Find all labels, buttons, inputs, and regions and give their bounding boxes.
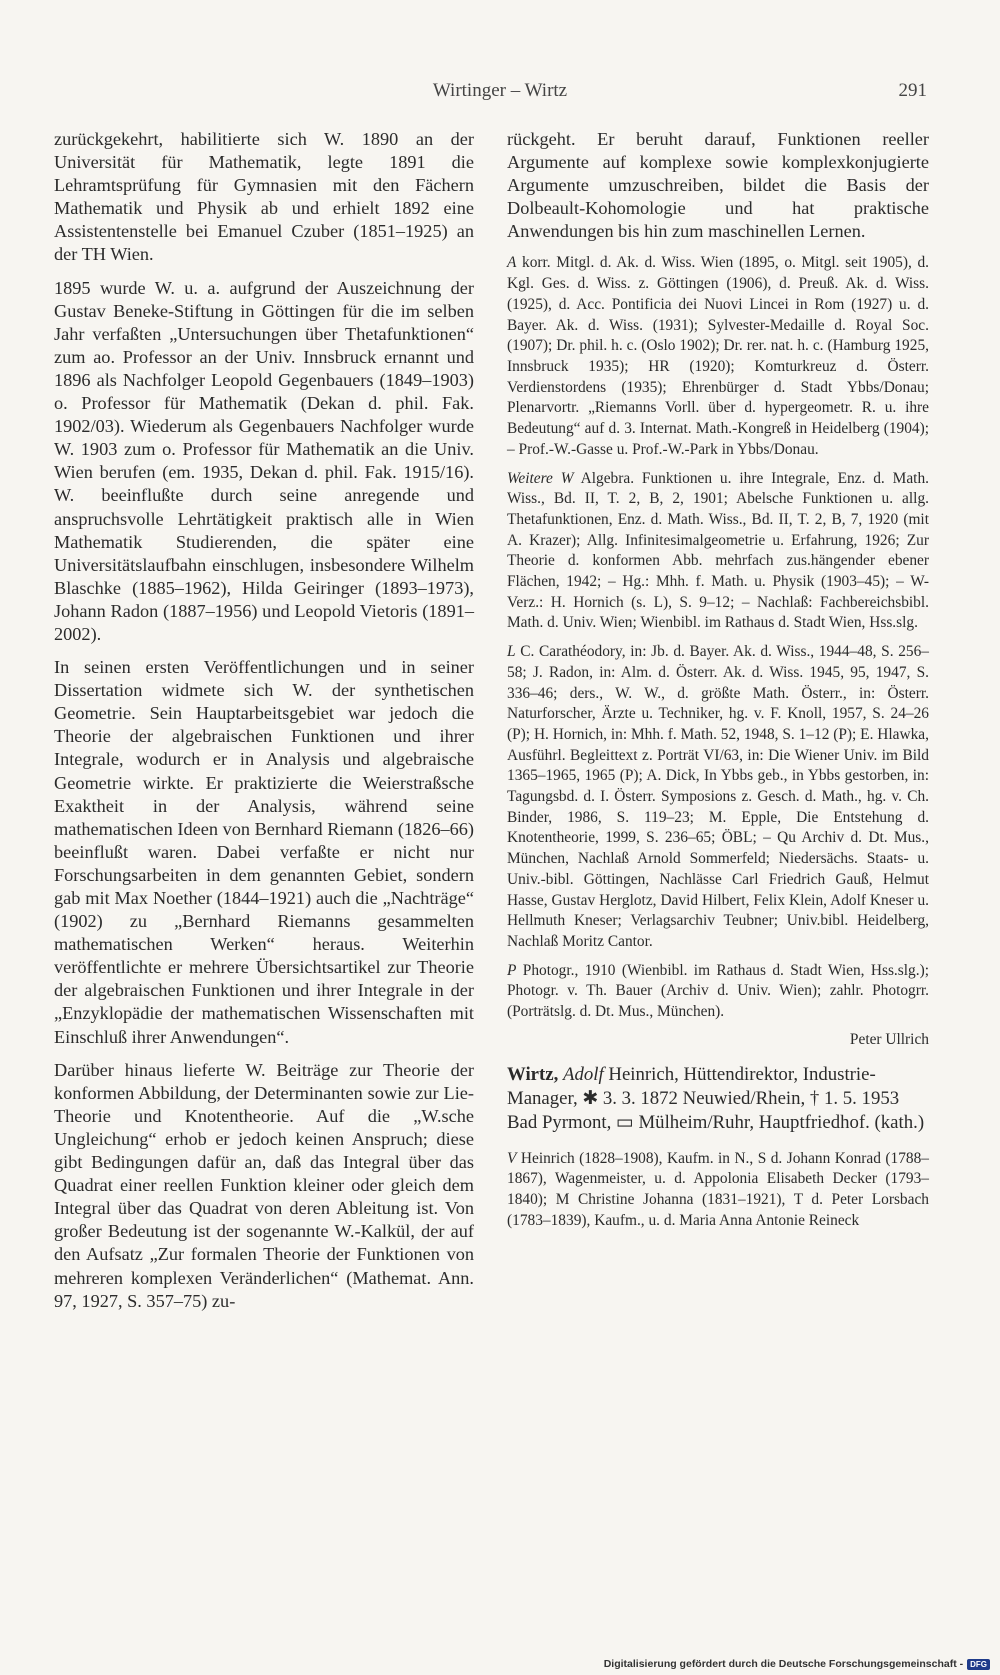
entry-text: Heinrich, Hüttendirektor, Industrie-Manager, ✱ 3. 3. 1872 Neuwied/Rhein, † 1. 5. 1953 Bad Pyrmont, ▭ Mülheim/Ruhr, Hauptfriedhof. (kath.)	[507, 1063, 925, 1133]
section-text: C. Carathéodory, in: Jb. d. Bayer. Ak. d. Wiss., 1944–48, S. 256–58; J. Radon, in: Alm. d. Österr. Ak. d. Wiss. 1945, 95, 1947, S. 336–46; ders., W. W., d. größte Math. Österr., in: Österr. Naturforscher, Ärzte u. Techniker, hg. v. F. Knoll, 1957, S. 24–26 (P); H. Hornich, in: Mhh. f. Math. 52, 1948, S. 1–12 (P); E. Hlawka, Ausführl. Begleittext z. Porträt VI/63, in: Die Wiener Univ. im Bild 1365–1965, 1965 (P); A. Dick, In Ybbs geb., in Ybbs gestorben, in: Tagungsbd. d. I. Österr. Symposions z. Gesch. d. Math., hg. v. Ch. Binder, 1986, S. 119–23; M. Epple, Die Entstehung d. Knotentheorie, 1999, S. 236–65; ÖBL; – Qu Archiv d. Dt. Mus., München, Nachlaß Arnold Sommerfeld; Niedersächs. Staats- u. Univ.-bibl. Göttingen, Nachlässe Carl Friedrich Gauß, Helmut Hasse, Gustav Herglotz, David Hilbert, Felix Klein, Adolf Kneser u. Hellmuth Kneser; Verlagsarchiv Teubner; Univ.bibl. Heidelberg, Nachlaß Moritz Cantor.	[507, 643, 929, 950]
paragraph: zurückgekehrt, habilitierte sich W. 1890 an der Universität für Mathematik, legte 1891 die Lehramtsprüfung für Gymnasien mit den Fächern Mathematik und Physik ab und erhielt 1892 eine Assistentenstelle bei Emanuel Czuber (1851–1925) an der TH Wien.	[54, 129, 474, 265]
literature-section	[507, 642, 929, 953]
section-label: Weitere W	[507, 469, 574, 487]
paragraph: Darüber hinaus lieferte W. Beiträge zur Theorie der konformen Abbildung, der Determinanten sowie zur Lie-Theorie und Knotentheorie. Auf die „W.sche Ungleichung“ erhob er jedoch keinen Anspruch; diese gibt Bedingungen dafür an, daß das Integral über das Quadrat einer reellen Funktion kleiner oder gleich dem Integral über das Quadrat von deren Ableitung ist. Von großer Bedeutung ist der sogenannte W.-Kalkül, der auf den Aufsatz „Zur formalen Theorie der Funktionen von mehreren komplexen Veränderlichen“ (Mathemat. Ann. 97, 1927, S. 357–75) zu-	[54, 1059, 474, 1311]
family-section	[507, 1149, 929, 1232]
entry-heading	[507, 1063, 929, 1135]
author-signature: Peter Ullrich	[849, 1030, 929, 1048]
running-title: Wirtinger – Wirtz	[432, 80, 568, 101]
section-text: Photogr., 1910 (Wienbibl. im Rathaus d. Stadt Wien, Hss.slg.); Photogr. v. Th. Bauer (Archiv d. Univ. Wien); zahlr. Photogrr. (Porträtslg. d. Dt. Mus., München).	[507, 961, 929, 1021]
entry-name: Wirtz,	[507, 1063, 559, 1085]
section-text: Algebra. Funktionen u. ihre Integrale, Enz. d. Math. Wiss., Bd. II, T. 2, B, 2, 1901; Abelsche Funktionen u. allg. Thetafunktionen, Enz. d. Math. Wiss., Bd. II, T. 2, B, 7, 1920 (mit A. Krazer); Allg. Infinitesimalgeometrie u. Erfahrung, 1926; Zur Theorie d. konformen Abb. mehrfach zus.hängender ebener Flächen, 1942; – Hg.: Mhh. f. Math. u. Physik (1903–45); – W-Verz.: H. Hornich (s. L), S. 9–12; – Nachlaß: Fachbereichsbibl. Math. d. Univ. Wien; Wienbibl. im Rathaus d. Stadt Wien, Hss.slg.	[507, 469, 930, 632]
paragraph: 1895 wurde W. u. a. aufgrund der Auszeichnung der Gustav Beneke-Stiftung in Göttingen für die im selben Jahr verfaßten „Untersuchungen über Thetafunktionen“ zum ao. Professor an der Univ. Innsbruck ernannt und 1896 als Nachfolger Leopold Gegenbauers (1849–1903) o. Professor für Mathematik (Dekan d. phil. Fak. 1902/03). Wiederum als Gegenbauers Nachfolger wurde W. 1903 zum o. Professor für Mathematik an die Univ. Wien berufen (em. 1935, Dekan d. phil. Fak. 1915/16). W. beeinflußte durch seine anregende und anspruchsvolle Lehrtätigkeit praktisch alle in Wien Mathematik Studierenden, die später eine Universitätslaufbahn einschlugen, insbesondere Wilhelm Blaschke (1885–1962), Hilda Geiringer (1893–1973), Johann Radon (1887–1956) und Leopold Vietoris (1891–2002).	[54, 277, 474, 644]
portraits-section	[507, 961, 929, 1023]
right-column	[507, 128, 929, 1240]
section-label: L	[507, 643, 516, 661]
section-label: V	[507, 1149, 517, 1167]
footer-text: Digitalisierung gefördert durch die Deutsche Forschungsgemeinschaft -	[603, 1658, 964, 1670]
running-header	[0, 80, 1000, 110]
digitization-footer	[604, 1658, 990, 1670]
dfg-logo: DFG	[967, 1659, 990, 1670]
awards-section	[507, 253, 929, 460]
entry-given-name: Adolf	[563, 1063, 604, 1085]
section-label: A	[507, 254, 517, 272]
page-number: 291	[898, 80, 927, 101]
section-text: Heinrich (1828–1908), Kaufm. in N., S d. Johann Konrad (1788–1867), Wagenmeister, u. d. Appolonia Elisabeth Decker (1793–1840); M Christine Johanna (1831–1921), T d. Peter Lorsbach (1783–1839), Kaufm., u. d. Maria Anna Antonie Reineck	[507, 1149, 929, 1229]
paragraph: In seinen ersten Veröffentlichungen und in seiner Dissertation widmete sich W. der synthetischen Geometrie. Sein Hauptarbeitsgebiet war jedoch die Theorie der algebraischen Funktionen und ihrer Integrale, wodurch er in Analysis und algebraische Geometrie wirkte. Er praktizierte die Weierstraßsche Exaktheit in der Analysis, während seine mathematischen Ideen von Bernhard Riemann (1826–66) beeinflußt waren. Dabei verfaßte er nicht nur Forschungsarbeiten in dem genannten Gebiet, sondern gab mit Max Noether (1844–1921) auch die „Nachträge“ (1902) zu „Bernhard Riemanns gesammelten mathematischen Werken“ heraus. Weiterhin veröffentlichte er mehrere Übersichtsartikel zur Theorie der algebraischen Funktionen und ihrer Integrale in der „Enzyklopädie der mathematischen Wissenschaften mit Einschluß ihrer Anwendungen“.	[54, 657, 474, 1047]
works-section	[507, 469, 929, 635]
section-text: korr. Mitgl. d. Ak. d. Wiss. Wien (1895, o. Mitgl. seit 1905), d. Kgl. Ges. d. Wiss. z. Göttingen (1906), d. Preuß. Ak. d. Wiss. (1925), d. Acc. Pontificia dei Nuovi Lincei in Rom (1927) u. d. Bayer. Ak. d. Wiss. (1931); Sylvester-Medaille d. Royal Soc. (1907); Dr. phil. h. c. (Oslo 1902); Dr. rer. nat. h. c. (Hamburg 1925, Innsbruck 1935); HR (1920); Komturkreuz d. Österr. Verdienstordens (1935); Ehrenbürger d. Stadt Ybbs/Donau; Plenarvortr. „Riemanns Vorll. über d. hypergeometr. R. u. ihre Bedeutung“ auf d. 3. Internat. Math.-Kongreß in Heidelberg (1904); – Prof.-W.-Gasse u. Prof.-W.-Park in Ybbs/Donau.	[507, 254, 929, 458]
left-column	[54, 128, 474, 1323]
paragraph: rückgeht. Er beruht darauf, Funktionen reeller Argumente auf komplexe sowie komplexkonjugierte Argumente umzuschreiben, bildet die Basis der Dolbeault-Kohomologie und hat praktische Anwendungen bis hin zum maschinellen Lernen.	[507, 129, 929, 242]
section-label: P	[507, 961, 517, 979]
